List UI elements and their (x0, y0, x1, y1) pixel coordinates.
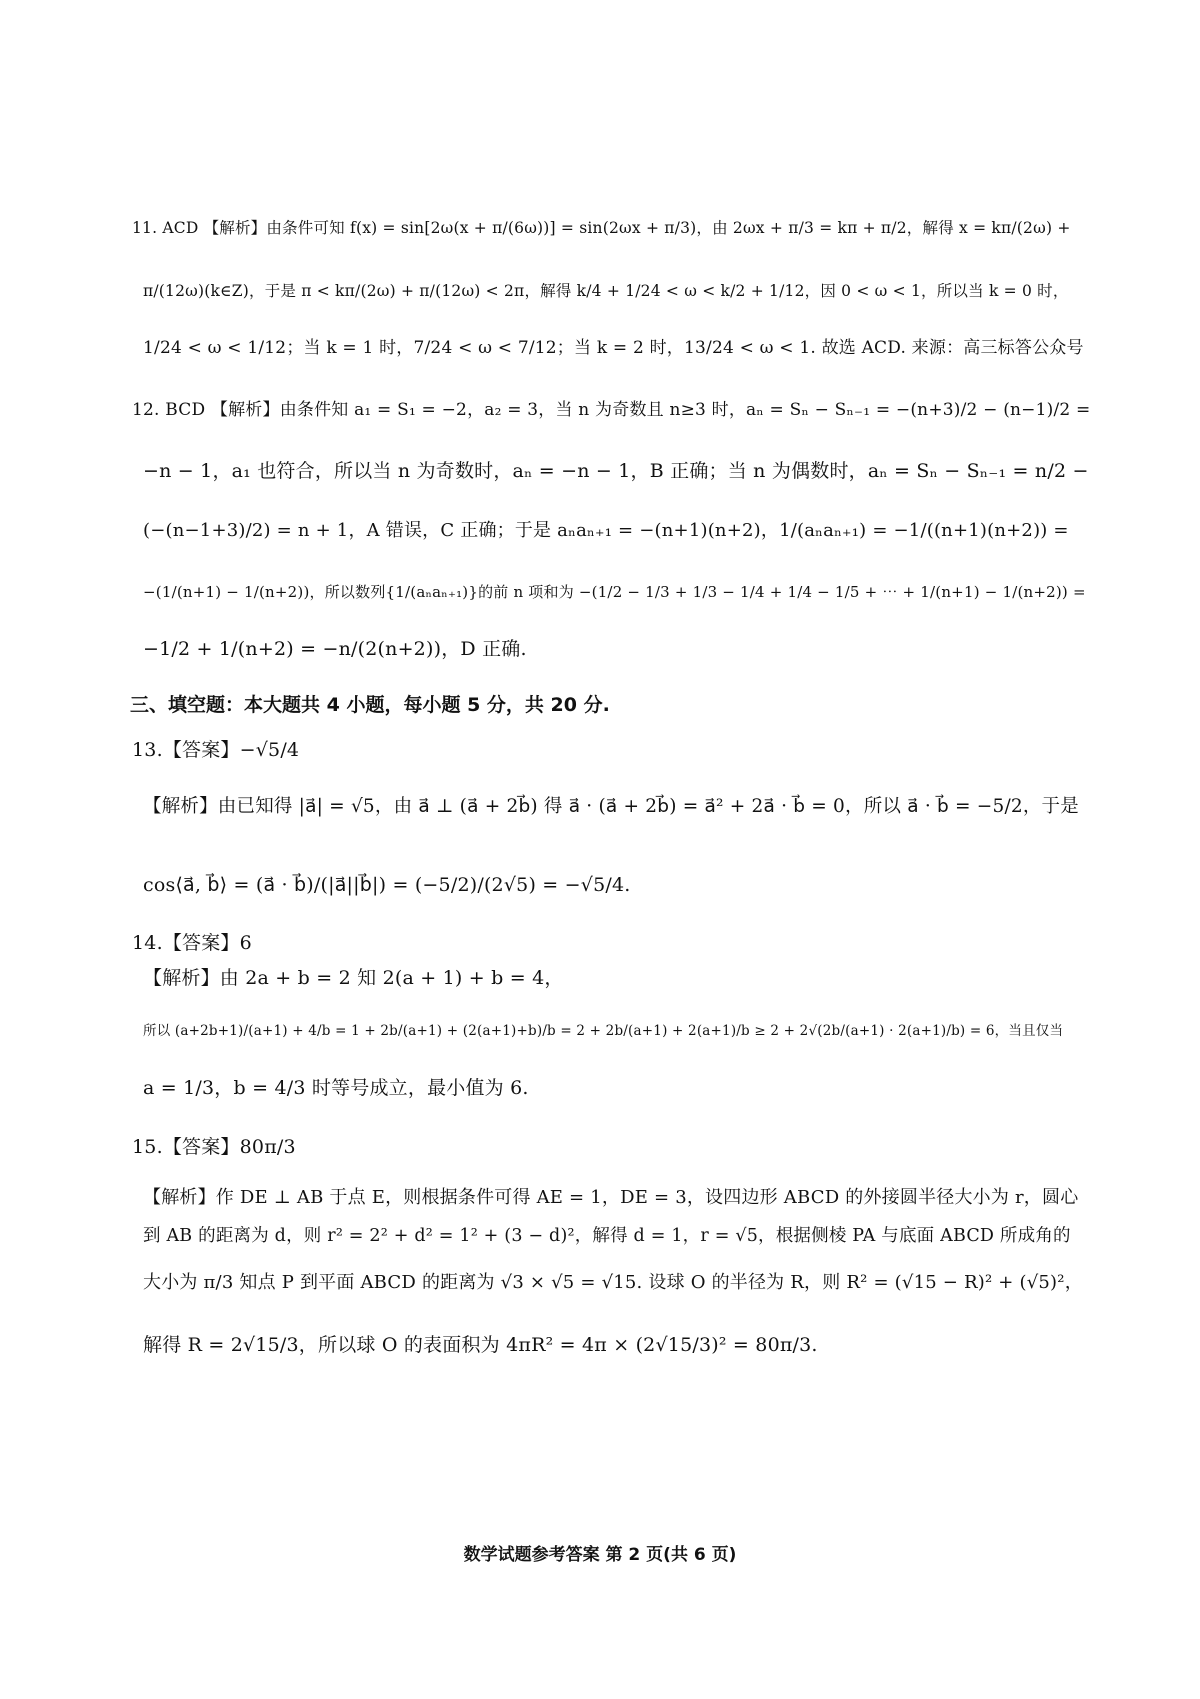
q12-line-2: −n − 1，a₁ 也符合，所以当 n 为奇数时，aₙ = −n − 1，B 正确；当 n 为偶数时，aₙ = Sₙ − Sₙ₋₁ = n/2 − (143, 460, 1089, 482)
q13-line-2: cos⟨a⃗, b⃗⟩ = (a⃗ · b⃗)/(|a⃗||b⃗|) = (−5/2)/(2√5) = −√5/4. (143, 874, 631, 896)
q11-line-2: π/(12ω)(k∈Z)，于是 π < kπ/(2ω) + π/(12ω) < 2π，解得 k/4 + 1/24 < ω < k/2 + 1/12，因 0 < ω < 1，所以当 k = 0 时， (143, 282, 1069, 300)
q12-line-1: 12. BCD 【解析】由条件知 a₁ = S₁ = −2，a₂ = 3，当 n 为奇数且 n≥3 时，aₙ = Sₙ − Sₙ₋₁ = −(n+3)/2 − (n−1)/2 = (132, 400, 1090, 420)
q13-answer: 13.【答案】−√5/4 (132, 739, 300, 761)
q14-line-1: 【解析】由 2a + b = 2 知 2(a + 1) + b = 4， (143, 967, 564, 989)
q14-line-3: a = 1/3，b = 4/3 时等号成立，最小值为 6. (143, 1077, 529, 1099)
q15-line-2: 到 AB 的距离为 d，则 r² = 2² + d² = 1² + (3 − d)²，解得 d = 1，r = √5，根据侧棱 PA 与底面 ABCD 所成角的 (143, 1226, 1071, 1246)
q11-line-3: 1/24 < ω < 1/12；当 k = 1 时，7/24 < ω < 7/12；当 k = 2 时，13/24 < ω < 1. 故选 ACD. 来源：高三标答公众号 (143, 338, 1084, 358)
q12-line-3: (−(n−1+3)/2) = n + 1，A 错误，C 正确；于是 aₙaₙ₊₁ = −(n+1)(n+2)，1/(aₙaₙ₊₁) = −1/((n+1)(n+2)) = (143, 520, 1069, 541)
q14-line-2: 所以 (a+2b+1)/(a+1) + 4/b = 1 + 2b/(a+1) + (2(a+1)+b)/b = 2 + 2b/(a+1) + 2(a+1)/b ≥ 2 + 2√(2b/(a+1) · 2(a+1)/b) = 6，当且仅当 (143, 1023, 1064, 1039)
q11-line-1: 11. ACD 【解析】由条件可知 f(x) = sin[2ω(x + π/(6ω))] = sin(2ωx + π/3)，由 2ωx + π/3 = kπ + π/2，解得 x = kπ/(2ω) + (132, 219, 1071, 237)
q15-line-3: 大小为 π/3 知点 P 到平面 ABCD 的距离为 √3 × √5 = √15. 设球 O 的半径为 R，则 R² = (√15 − R)² + (√5)²， (143, 1272, 1083, 1293)
q15-line-1: 【解析】作 DE ⊥ AB 于点 E，则根据条件可得 AE = 1，DE = 3，设四边形 ABCD 的外接圆半径大小为 r，圆心 (143, 1187, 1079, 1208)
q15-answer: 15.【答案】80π/3 (132, 1136, 296, 1158)
section-3-heading: 三、填空题：本大题共 4 小题，每小题 5 分，共 20 分. (130, 694, 610, 716)
q12-line-5: −1/2 + 1/(n+2) = −n/(2(n+2))，D 正确. (143, 638, 527, 660)
q13-line-1: 【解析】由已知得 |a⃗| = √5，由 a⃗ ⊥ (a⃗ + 2b⃗) 得 a⃗ · (a⃗ + 2b⃗) = a⃗² + 2a⃗ · b⃗ = 0，所以 a⃗ · b⃗ = −5/2，于是 (143, 796, 1079, 817)
q14-answer: 14.【答案】6 (132, 932, 252, 954)
page-footer: 数学试题参考答案 第 2 页(共 6 页) (463, 1545, 737, 1565)
q12-line-4: −(1/(n+1) − 1/(n+2))，所以数列{1/(aₙaₙ₊₁)}的前 n 项和为 −(1/2 − 1/3 + 1/3 − 1/4 + 1/4 − 1/5 + ⋯ + 1/(n+1) − 1/(n+2)) = (143, 583, 1086, 601)
q15-line-4: 解得 R = 2√15/3，所以球 O 的表面积为 4πR² = 4π × (2√15/3)² = 80π/3. (143, 1334, 818, 1356)
